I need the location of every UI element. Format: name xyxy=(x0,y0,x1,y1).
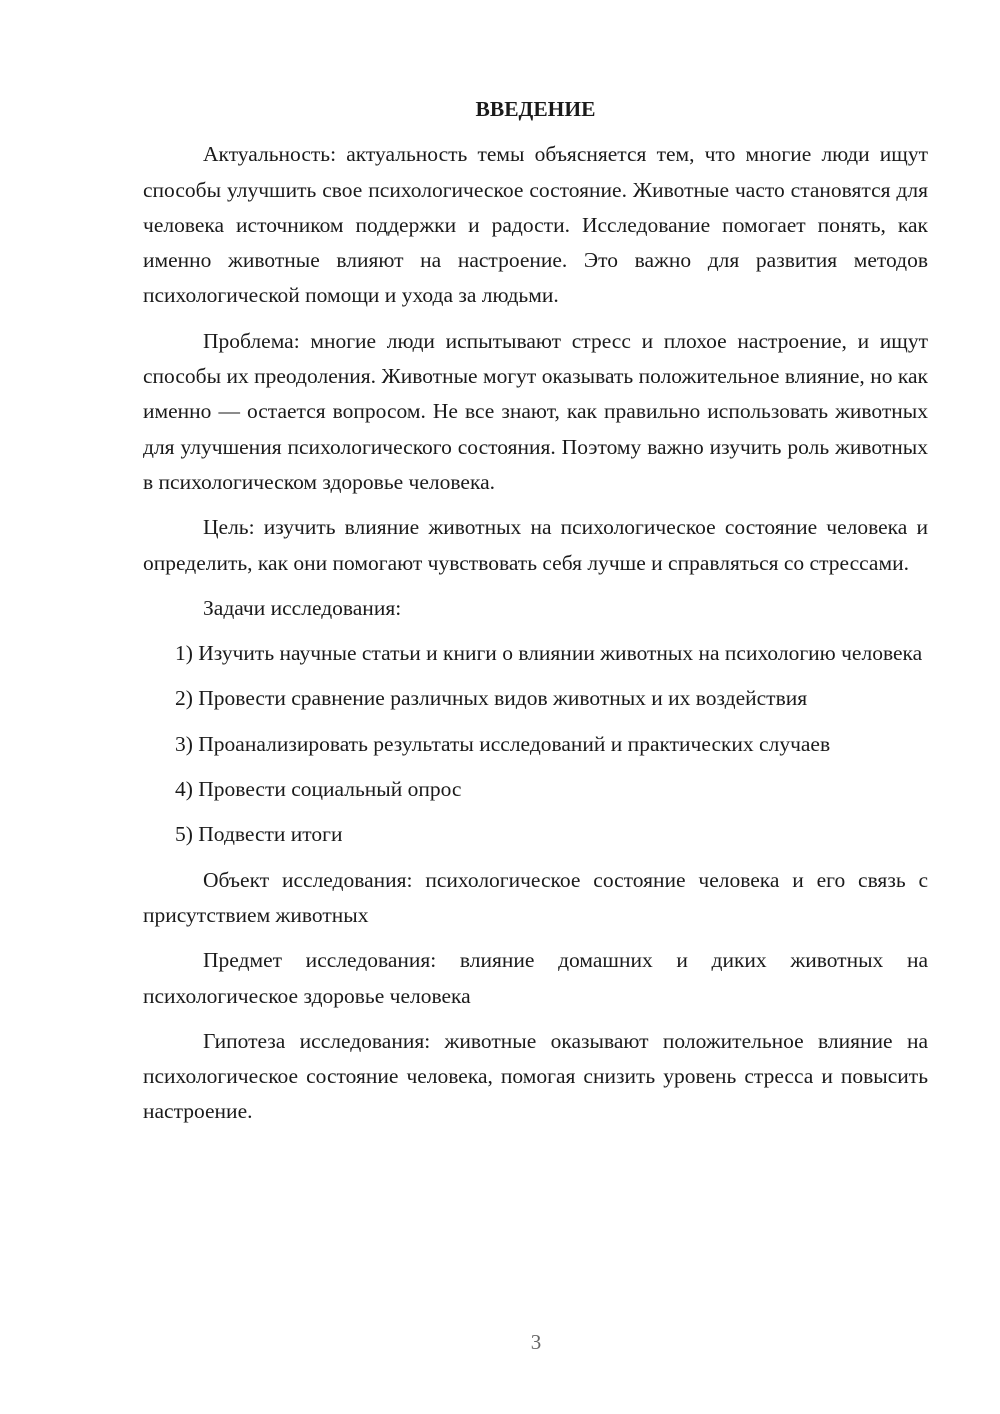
task-item-4: 4) Провести социальный опрос xyxy=(175,777,462,802)
page-number: 3 xyxy=(530,1330,542,1354)
task-item-3: 3) Проанализировать результаты исследований и практических случаев xyxy=(175,731,831,756)
problem-paragraph: Проблема: многие люди испытывают стресс и плохое настроение, и ищут способы их преодоления. Животные могут оказывать положительное влияние, но как именно — остается вопросом. Не все знают, как правильно использовать животных для улучшения психологического состояния. Поэтому важно изучить роль животных в психологическом здоровье человека. xyxy=(143,328,928,494)
hypothesis-paragraph: Гипотеза исследования: животные оказывают положительное влияние на психологическое состояние человека, помогая снизить уровень стресса и повысить настроение. xyxy=(143,1028,928,1124)
tasks-heading: Задачи исследования: xyxy=(203,595,402,620)
task-item-1: 1) Изучить научные статьи и книги о влиянии животных на психологию человека xyxy=(175,641,923,666)
subject-paragraph: Предмет исследования: влияние домашних и диких животных на психологическое здоровье человека xyxy=(143,948,928,1008)
task-item-2: 2) Провести сравнение различных видов животных и их воздействия xyxy=(175,686,808,711)
section-title: ВВЕДЕНИЕ xyxy=(475,97,596,121)
object-paragraph: Объект исследования: психологическое состояние человека и его связь с присутствием животных xyxy=(143,867,928,927)
document-page xyxy=(143,92,928,1140)
task-item-5: 5) Подвести итоги xyxy=(175,822,343,847)
relevance-paragraph: Актуальность: актуальность темы объясняется тем, что многие люди ищут способы улучшить свое психологическое состояние. Животные часто становятся для человека источником поддержки и радости. Исследование помогает понять, как именно животные влияют на настроение. Это важно для развития методов психологической помощи и ухода за людьми. xyxy=(143,142,928,308)
goal-paragraph: Цель: изучить влияние животных на психологическое состояние человека и определить, как они помогают чувствовать себя лучше и справляться со стрессами. xyxy=(143,515,928,575)
